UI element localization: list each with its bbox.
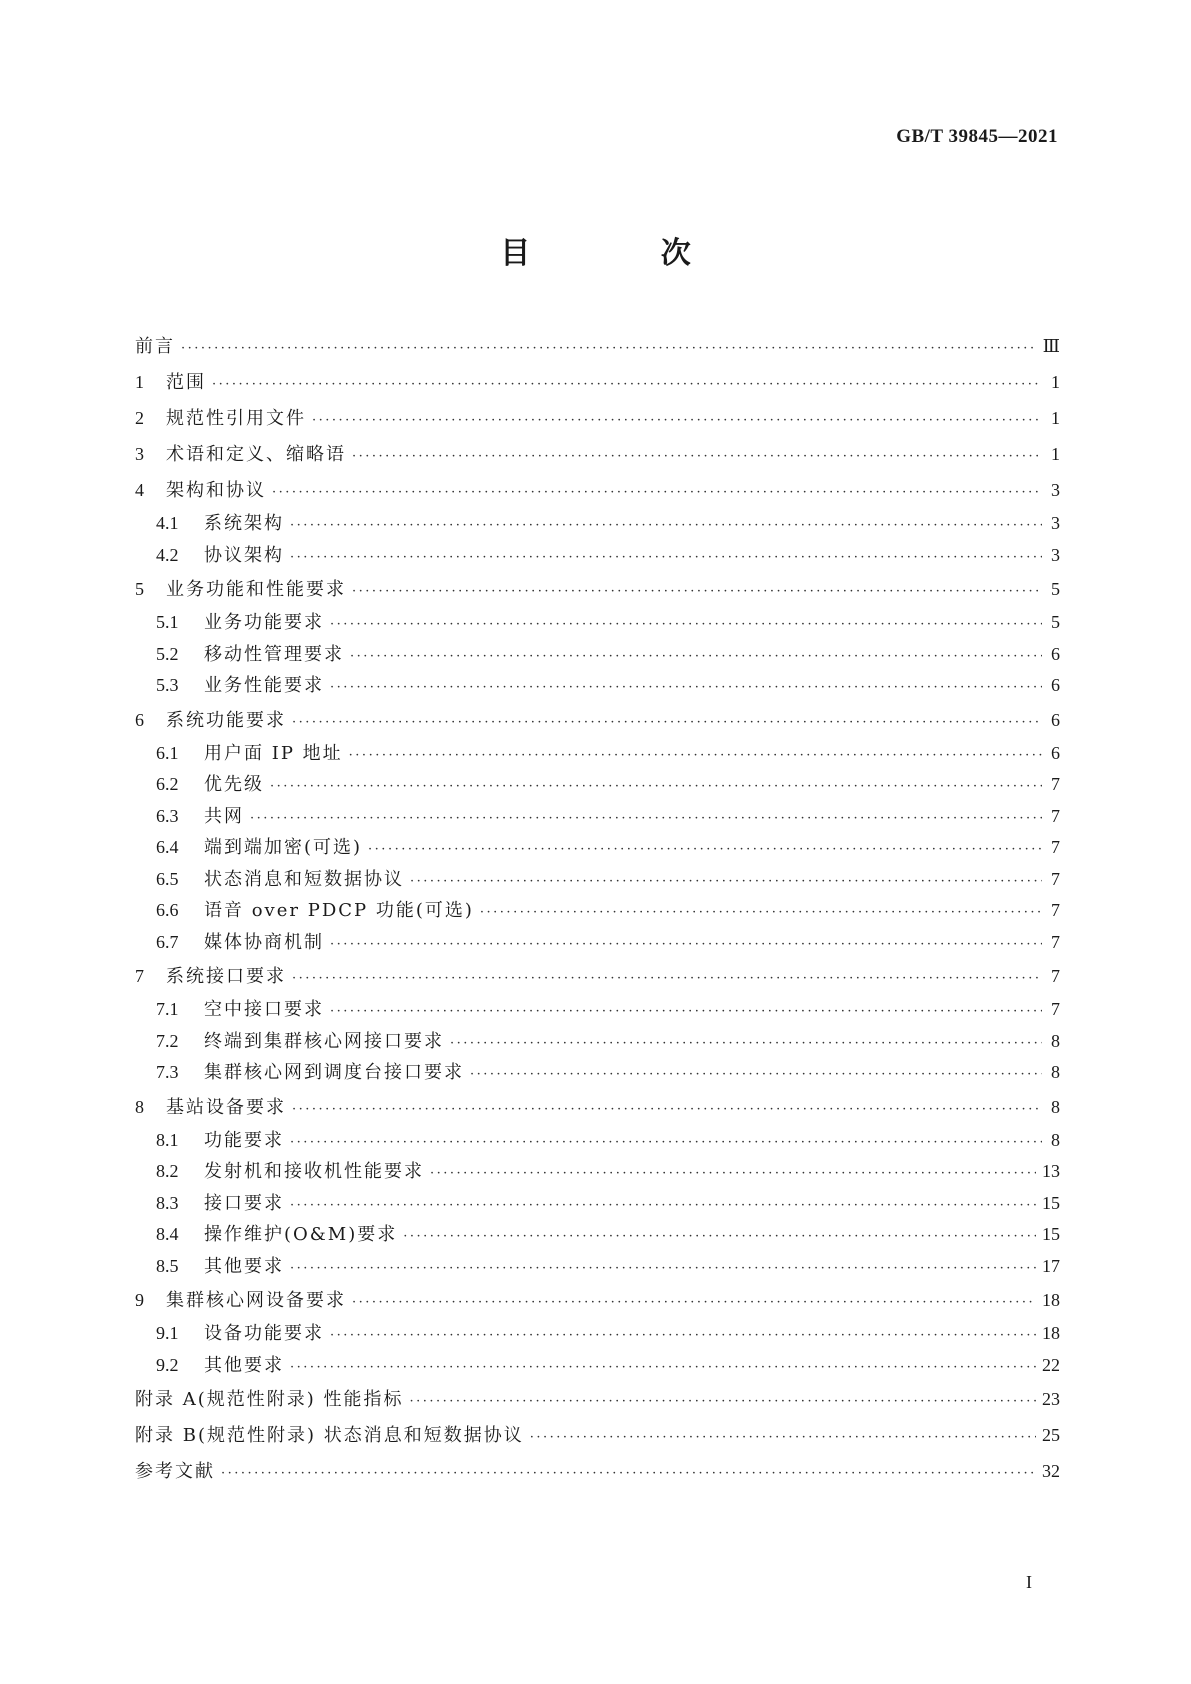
toc-entry[interactable] bbox=[135, 702, 1060, 738]
toc-leader-dots bbox=[290, 542, 1042, 574]
toc-entry[interactable] bbox=[135, 1381, 1060, 1417]
toc-entry-page: 6 bbox=[1051, 742, 1060, 763]
toc-leader-dots bbox=[290, 1190, 1036, 1222]
toc-leader-dots bbox=[530, 1420, 1036, 1456]
toc-leader-dots bbox=[290, 510, 1042, 542]
toc-entry-page: 1 bbox=[1051, 372, 1060, 392]
toc-entry-title: 接口要求 bbox=[204, 1192, 284, 1214]
toc-entry-title: 业务性能要求 bbox=[204, 675, 324, 696]
toc-leader-dots bbox=[292, 1092, 1042, 1128]
toc-leader-dots bbox=[292, 705, 1042, 741]
toc-entry-title: 状态消息和短数据协议 bbox=[204, 868, 404, 890]
toc-leader-dots bbox=[350, 641, 1042, 673]
toc-entry[interactable] bbox=[135, 436, 1060, 472]
toc-entry-title: 移动性管理要求 bbox=[204, 643, 344, 665]
toc-entry-title: 附录 A(规范性附录) 性能指标 bbox=[135, 1389, 404, 1410]
toc-entry-page: 3 bbox=[1051, 480, 1060, 500]
toc-entry[interactable] bbox=[135, 958, 1060, 994]
toc-entry-page: 32 bbox=[1042, 1461, 1060, 1481]
toc-entry-title: 附录 B(规范性附录) 状态消息和短数据协议 bbox=[135, 1425, 524, 1446]
toc-entry-page: 6 bbox=[1051, 675, 1060, 695]
toc-entry[interactable] bbox=[135, 1251, 1060, 1283]
toc-entry-number: 6.6 bbox=[156, 900, 179, 920]
toc-entry-title: 系统接口要求 bbox=[166, 966, 286, 987]
toc-entry-title: 前言 bbox=[135, 336, 175, 357]
toc-entry-title: 其他要求 bbox=[204, 1255, 284, 1277]
toc-entry-page: 8 bbox=[1051, 1096, 1060, 1117]
toc-entry[interactable] bbox=[135, 864, 1060, 896]
toc-entry-page: 23 bbox=[1042, 1389, 1060, 1409]
toc-leader-dots bbox=[250, 803, 1042, 835]
toc-entry-number: 7 bbox=[135, 966, 144, 986]
toc-entry[interactable] bbox=[135, 1453, 1060, 1489]
toc-entry[interactable] bbox=[135, 1026, 1060, 1058]
toc-entry[interactable] bbox=[135, 670, 1060, 702]
toc-entry[interactable] bbox=[135, 364, 1060, 400]
toc-entry[interactable] bbox=[135, 1057, 1060, 1089]
toc-entry[interactable] bbox=[135, 1125, 1060, 1157]
toc-entry-number: 6 bbox=[135, 709, 144, 730]
toc-entry[interactable] bbox=[135, 607, 1060, 639]
toc-entry-page: 22 bbox=[1042, 1354, 1060, 1375]
toc-entry-page: 15 bbox=[1042, 1192, 1060, 1213]
toc-entry-page: 7 bbox=[1051, 966, 1060, 986]
toc-entry-number: 9.1 bbox=[156, 1323, 179, 1343]
toc-entry[interactable] bbox=[135, 1318, 1060, 1350]
toc-entry-title: 架构和协议 bbox=[166, 480, 266, 501]
toc-entry-page: 1 bbox=[1051, 408, 1060, 428]
toc-leader-dots bbox=[312, 403, 1042, 439]
toc-entry-page: 7 bbox=[1051, 900, 1060, 920]
toc-entry-title: 空中接口要求 bbox=[204, 999, 324, 1020]
toc-entry[interactable] bbox=[135, 994, 1060, 1026]
toc-entry[interactable] bbox=[135, 1282, 1060, 1318]
toc-leader-dots bbox=[352, 439, 1042, 475]
toc-entry[interactable] bbox=[135, 639, 1060, 671]
toc-leader-dots bbox=[480, 897, 1042, 929]
toc-entry-page: 5 bbox=[1051, 612, 1060, 632]
toc-entry[interactable] bbox=[135, 832, 1060, 864]
toc-entry[interactable] bbox=[135, 927, 1060, 959]
toc-entry[interactable] bbox=[135, 1350, 1060, 1382]
toc-entry[interactable] bbox=[135, 769, 1060, 801]
toc-entry-number: 5.2 bbox=[156, 643, 179, 664]
toc-entry-number: 4 bbox=[135, 480, 144, 500]
toc-entry-number: 2 bbox=[135, 408, 144, 428]
toc-entry[interactable] bbox=[135, 328, 1060, 364]
toc-entry-number: 6.4 bbox=[156, 837, 179, 857]
toc-leader-dots bbox=[290, 1127, 1042, 1159]
toc-leader-dots bbox=[330, 996, 1042, 1028]
toc-entry-title: 操作维护(O&M)要求 bbox=[204, 1224, 398, 1245]
toc-entry[interactable] bbox=[135, 738, 1060, 770]
toc-entry-number: 6.1 bbox=[156, 742, 179, 763]
toc-entry-page: 8 bbox=[1051, 1062, 1060, 1082]
toc-entry-title: 语音 over PDCP 功能(可选) bbox=[204, 900, 474, 921]
toc-entry-title: 规范性引用文件 bbox=[166, 408, 306, 429]
toc-entry[interactable] bbox=[135, 895, 1060, 927]
toc-entry-page: 7 bbox=[1051, 774, 1060, 794]
toc-entry[interactable] bbox=[135, 1219, 1060, 1251]
toc-entry-number: 9.2 bbox=[156, 1354, 179, 1375]
table-of-contents bbox=[135, 328, 1060, 1489]
toc-entry-number: 6.3 bbox=[156, 805, 179, 826]
toc-leader-dots bbox=[330, 1320, 1036, 1352]
toc-entry-title: 参考文献 bbox=[135, 1461, 215, 1482]
toc-entry-page: 18 bbox=[1042, 1323, 1060, 1343]
toc-leader-dots bbox=[272, 475, 1042, 511]
toc-entry-page: 17 bbox=[1042, 1255, 1060, 1276]
toc-entry-title: 其他要求 bbox=[204, 1354, 284, 1376]
toc-entry-page: 3 bbox=[1051, 513, 1060, 533]
toc-entry-title: 术语和定义、缩略语 bbox=[166, 444, 346, 465]
toc-entry-page: 6 bbox=[1051, 709, 1060, 730]
toc-entry-page: 25 bbox=[1042, 1425, 1060, 1445]
toc-entry-title: 系统架构 bbox=[204, 513, 284, 534]
toc-entry[interactable] bbox=[135, 472, 1060, 508]
page-number: I bbox=[1026, 1572, 1032, 1592]
toc-leader-dots bbox=[330, 609, 1042, 641]
toc-leader-dots bbox=[290, 1352, 1036, 1384]
toc-entry[interactable] bbox=[135, 1089, 1060, 1125]
toc-entry-number: 7.2 bbox=[156, 1030, 179, 1051]
toc-entry-title: 优先级 bbox=[204, 774, 264, 795]
toc-entry-title: 用户面 IP 地址 bbox=[204, 742, 343, 764]
toc-entry-page: Ⅲ bbox=[1042, 336, 1060, 356]
toc-entry-number: 4.1 bbox=[156, 513, 179, 533]
toc-leader-dots bbox=[450, 1028, 1042, 1060]
toc-entry-page: 7 bbox=[1051, 999, 1060, 1019]
toc-entry-title: 业务功能要求 bbox=[204, 612, 324, 633]
toc-entry-title: 媒体协商机制 bbox=[204, 931, 324, 953]
toc-entry-page: 7 bbox=[1051, 805, 1060, 826]
toc-entry-title: 基站设备要求 bbox=[166, 1096, 286, 1118]
toc-entry-number: 5.3 bbox=[156, 675, 179, 695]
toc-entry-title: 功能要求 bbox=[204, 1129, 284, 1151]
toc-entry-title: 终端到集群核心网接口要求 bbox=[204, 1030, 444, 1052]
toc-leader-dots bbox=[410, 1384, 1037, 1420]
toc-entry-page: 3 bbox=[1051, 544, 1060, 565]
toc-leader-dots bbox=[410, 866, 1042, 898]
toc-leader-dots bbox=[349, 740, 1042, 772]
toc-leader-dots bbox=[470, 1059, 1042, 1091]
toc-leader-dots bbox=[330, 672, 1042, 704]
toc-entry-page: 8 bbox=[1051, 1129, 1060, 1150]
toc-entry-page: 8 bbox=[1051, 1030, 1060, 1051]
toc-entry-number: 1 bbox=[135, 372, 144, 392]
toc-entry-title: 系统功能要求 bbox=[166, 709, 286, 731]
toc-leader-dots bbox=[330, 929, 1042, 961]
toc-entry[interactable] bbox=[135, 400, 1060, 436]
toc-entry-number: 6.7 bbox=[156, 931, 179, 952]
toc-entry-page: 5 bbox=[1051, 579, 1060, 599]
toc-entry-number: 5 bbox=[135, 579, 144, 599]
toc-entry-number: 8.4 bbox=[156, 1224, 179, 1244]
toc-entry-page: 6 bbox=[1051, 643, 1060, 664]
toc-leader-dots bbox=[290, 1253, 1036, 1285]
toc-entry-page: 7 bbox=[1051, 931, 1060, 952]
toc-entry-number: 7.3 bbox=[156, 1062, 179, 1082]
toc-entry-page: 7 bbox=[1051, 868, 1060, 889]
toc-entry-number: 7.1 bbox=[156, 999, 179, 1019]
toc-entry-title: 集群核心网设备要求 bbox=[166, 1290, 346, 1311]
toc-entry-title: 协议架构 bbox=[204, 544, 284, 566]
toc-entry-number: 8 bbox=[135, 1096, 144, 1117]
toc-entry-number: 6.2 bbox=[156, 774, 179, 794]
toc-entry-number: 8.2 bbox=[156, 1161, 179, 1181]
toc-leader-dots bbox=[212, 367, 1042, 403]
toc-entry[interactable] bbox=[135, 801, 1060, 833]
toc-entry[interactable] bbox=[135, 571, 1060, 607]
toc-entry-number: 3 bbox=[135, 444, 144, 464]
toc-entry-title: 设备功能要求 bbox=[204, 1323, 324, 1344]
toc-entry-page: 7 bbox=[1051, 837, 1060, 857]
toc-entry-title: 范围 bbox=[166, 372, 206, 393]
toc-leader-dots bbox=[430, 1158, 1036, 1190]
page-title: 目 次 bbox=[500, 236, 751, 271]
toc-entry-title: 共网 bbox=[204, 805, 244, 827]
toc-leader-dots bbox=[181, 331, 1037, 367]
toc-entry[interactable] bbox=[135, 1417, 1060, 1453]
toc-entry-page: 18 bbox=[1042, 1290, 1060, 1310]
toc-entry-title: 集群核心网到调度台接口要求 bbox=[204, 1062, 464, 1083]
standard-code: GB/T 39845—2021 bbox=[896, 126, 1058, 147]
toc-entry-number: 4.2 bbox=[156, 544, 179, 565]
toc-leader-dots bbox=[270, 771, 1042, 803]
toc-entry-title: 端到端加密(可选) bbox=[204, 837, 363, 858]
toc-entry-page: 15 bbox=[1042, 1224, 1060, 1244]
toc-leader-dots bbox=[352, 1285, 1036, 1321]
toc-entry-number: 5.1 bbox=[156, 612, 179, 632]
toc-entry-title: 发射机和接收机性能要求 bbox=[204, 1161, 424, 1182]
toc-leader-dots bbox=[403, 1221, 1036, 1253]
toc-entry-number: 8.5 bbox=[156, 1255, 179, 1276]
toc-entry-number: 9 bbox=[135, 1290, 144, 1310]
toc-entry[interactable] bbox=[135, 540, 1060, 572]
toc-entry-title: 业务功能和性能要求 bbox=[166, 579, 346, 600]
toc-leader-dots bbox=[292, 961, 1042, 997]
toc-entry-page: 1 bbox=[1051, 444, 1060, 464]
toc-entry[interactable] bbox=[135, 1188, 1060, 1220]
toc-entry-number: 8.3 bbox=[156, 1192, 179, 1213]
toc-entry[interactable] bbox=[135, 508, 1060, 540]
toc-leader-dots bbox=[352, 574, 1042, 610]
toc-entry-number: 8.1 bbox=[156, 1129, 179, 1150]
toc-leader-dots bbox=[221, 1456, 1036, 1492]
toc-entry[interactable] bbox=[135, 1156, 1060, 1188]
toc-leader-dots bbox=[368, 834, 1042, 866]
toc-entry-number: 6.5 bbox=[156, 868, 179, 889]
toc-entry-page: 13 bbox=[1042, 1161, 1060, 1181]
